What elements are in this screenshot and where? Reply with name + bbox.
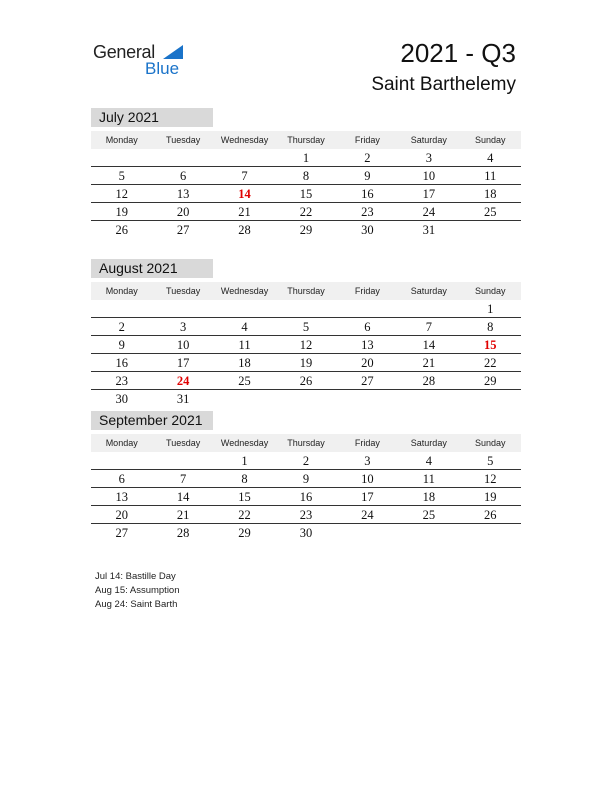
weekday-label: Wednesday: [220, 438, 269, 448]
week-row: [91, 506, 521, 524]
day-cell: 14: [176, 490, 190, 504]
day-cell: 25: [238, 374, 251, 388]
day-cell: 5: [118, 169, 125, 183]
day-cell: [398, 300, 459, 317]
day-cell: 3: [180, 320, 187, 334]
week-row: [91, 185, 521, 203]
day-cell: 21: [176, 508, 190, 522]
weekday-label: Tuesday: [166, 135, 201, 145]
day-cell: 8: [487, 320, 494, 334]
logo-triangle-icon: [163, 45, 183, 59]
day-cell: 11: [484, 169, 497, 183]
weekday-header: [91, 434, 521, 452]
weekday-label: Wednesday: [220, 135, 269, 145]
day-cell: 11: [238, 338, 251, 352]
week-row: [91, 372, 521, 390]
day-cell: [460, 221, 521, 239]
day-cell: 26: [115, 223, 128, 237]
day-cell: [214, 149, 275, 166]
day-cell: 8: [302, 169, 310, 183]
day-cell: 16: [361, 187, 374, 201]
holiday-notes: [95, 570, 180, 612]
weekday-label: Friday: [354, 286, 380, 296]
day-cell: 29: [299, 223, 313, 237]
day-cell: 17: [422, 187, 436, 201]
day-cell: 30: [361, 223, 374, 237]
day-cell: 10: [176, 338, 190, 352]
day-cell: 27: [115, 526, 128, 540]
day-cell: 14: [422, 338, 436, 352]
day-cell: 11: [422, 472, 435, 486]
weekday-label: Saturday: [410, 438, 447, 448]
week-row: [91, 221, 521, 239]
week-row: [91, 149, 521, 167]
day-cell: [337, 390, 398, 408]
day-cell: 15: [483, 338, 497, 352]
week-row: [91, 336, 521, 354]
day-cell: 18: [483, 187, 497, 201]
day-cell: 12: [483, 472, 497, 486]
day-cell: 6: [118, 472, 125, 486]
day-cell: [398, 524, 459, 542]
day-cell: 30: [115, 392, 128, 406]
day-cell: 1: [241, 454, 248, 468]
day-cell: [398, 390, 459, 408]
day-cell: 25: [483, 205, 497, 219]
day-cell: 13: [115, 490, 128, 504]
day-cell: 22: [483, 356, 497, 370]
day-cell: 4: [425, 454, 432, 468]
day-cell: [275, 300, 336, 317]
day-cell: 2: [118, 320, 125, 334]
weekday-label: Thursday: [287, 286, 325, 296]
day-cell: 28: [176, 526, 190, 540]
day-cell: 27: [176, 223, 190, 237]
day-cell: 10: [361, 472, 374, 486]
day-cell: 10: [422, 169, 436, 183]
day-cell: 27: [361, 374, 374, 388]
day-cell: 22: [238, 508, 251, 522]
day-cell: 9: [364, 169, 371, 183]
day-cell: 13: [176, 187, 190, 201]
day-cell: 9: [302, 472, 310, 486]
day-cell: 21: [238, 205, 251, 219]
day-cell: 28: [422, 374, 436, 388]
day-cell: 4: [487, 151, 494, 165]
weekday-label: Friday: [354, 438, 380, 448]
day-cell: 31: [176, 392, 190, 406]
day-cell: 3: [425, 151, 432, 165]
day-cell: [152, 149, 213, 166]
day-cell: 1: [487, 302, 494, 316]
week-row: [91, 167, 521, 185]
day-cell: 24: [176, 374, 190, 388]
day-cell: 2: [364, 151, 371, 165]
weekday-label: Sunday: [474, 286, 506, 296]
day-cell: 20: [361, 356, 374, 370]
day-cell: 1: [302, 151, 310, 165]
day-cell: 12: [299, 338, 313, 352]
day-cell: 12: [115, 187, 128, 201]
day-cell: 23: [115, 374, 128, 388]
day-cell: 3: [364, 454, 371, 468]
day-cell: [214, 390, 275, 408]
day-cell: [152, 300, 213, 317]
day-cell: 19: [115, 205, 128, 219]
weekday-label: Thursday: [287, 438, 325, 448]
day-cell: 16: [299, 490, 313, 504]
week-row: [91, 300, 521, 318]
day-cell: 5: [487, 454, 494, 468]
day-cell: [152, 452, 213, 469]
day-cell: [214, 300, 275, 317]
day-cell: 24: [422, 205, 436, 219]
weekday-label: Monday: [105, 286, 138, 296]
day-cell: 20: [115, 508, 128, 522]
day-cell: 17: [361, 490, 374, 504]
weekday-label: Wednesday: [220, 286, 269, 296]
day-cell: 20: [176, 205, 190, 219]
holiday-note: Jul 14: Bastille Day: [95, 571, 176, 582]
country-name: Saint Barthelemy: [371, 74, 516, 95]
weekday-header: [91, 282, 521, 300]
day-cell: 30: [299, 526, 313, 540]
weekday-label: Thursday: [287, 135, 325, 145]
weekday-label: Sunday: [474, 135, 506, 145]
holiday-note: Aug 15: Assumption: [95, 585, 180, 596]
month-label: July 2021: [91, 108, 213, 127]
day-cell: 6: [364, 320, 371, 334]
day-cell: 31: [422, 223, 436, 237]
day-cell: 23: [299, 508, 313, 522]
day-cell: 5: [302, 320, 310, 334]
day-cell: 22: [299, 205, 313, 219]
month-july: [91, 108, 521, 239]
day-cell: 21: [422, 356, 436, 370]
month-label: August 2021: [91, 259, 213, 278]
week-row: [91, 354, 521, 372]
day-cell: 13: [361, 338, 374, 352]
day-cell: 7: [241, 169, 248, 183]
day-cell: 23: [361, 205, 374, 219]
day-cell: 26: [299, 374, 313, 388]
week-row: [91, 488, 521, 506]
day-cell: 8: [241, 472, 248, 486]
day-cell: [91, 300, 152, 317]
week-row: [91, 203, 521, 221]
weekday-label: Tuesday: [166, 438, 201, 448]
weekday-label: Monday: [105, 438, 138, 448]
weekday-header: [91, 131, 521, 149]
weekday-label: Saturday: [410, 286, 447, 296]
day-cell: [337, 524, 398, 542]
day-cell: 15: [238, 490, 251, 504]
week-row: [91, 318, 521, 336]
weekday-label: Friday: [354, 135, 380, 145]
day-cell: 9: [118, 338, 125, 352]
logo-blue-text: Blue: [145, 59, 180, 78]
day-cell: 15: [299, 187, 313, 201]
month-august: [91, 259, 521, 408]
day-cell: 24: [361, 508, 374, 522]
week-row: [91, 390, 521, 408]
day-cell: [275, 390, 336, 408]
day-cell: [337, 300, 398, 317]
week-row: [91, 452, 521, 470]
day-cell: [460, 390, 521, 408]
day-cell: 14: [238, 187, 251, 201]
day-cell: [91, 452, 152, 469]
day-cell: 29: [483, 374, 497, 388]
generalblue-logo: [93, 40, 203, 80]
month-label: September 2021: [91, 411, 213, 430]
month-september: [91, 411, 521, 542]
holiday-note: Aug 24: Saint Barth: [95, 599, 178, 610]
day-cell: 4: [241, 320, 248, 334]
week-row: [91, 470, 521, 488]
day-cell: [91, 149, 152, 166]
day-cell: 7: [180, 472, 187, 486]
day-cell: 29: [238, 526, 251, 540]
day-cell: [460, 524, 521, 542]
day-cell: 17: [176, 356, 190, 370]
day-cell: 26: [483, 508, 497, 522]
day-cell: 16: [115, 356, 128, 370]
day-cell: 6: [180, 169, 187, 183]
day-cell: 7: [425, 320, 432, 334]
weekday-label: Sunday: [474, 438, 506, 448]
day-cell: 18: [422, 490, 436, 504]
day-cell: 18: [238, 356, 251, 370]
page-title: 2021 - Q3: [400, 38, 516, 68]
weekday-label: Saturday: [410, 135, 447, 145]
day-cell: 19: [483, 490, 497, 504]
logo-general-text: General: [93, 42, 155, 62]
day-cell: 25: [422, 508, 436, 522]
day-cell: 28: [238, 223, 251, 237]
weekday-label: Tuesday: [166, 286, 201, 296]
day-cell: 19: [299, 356, 313, 370]
weekday-label: Monday: [105, 135, 138, 145]
day-cell: 2: [302, 454, 310, 468]
week-row: [91, 524, 521, 542]
